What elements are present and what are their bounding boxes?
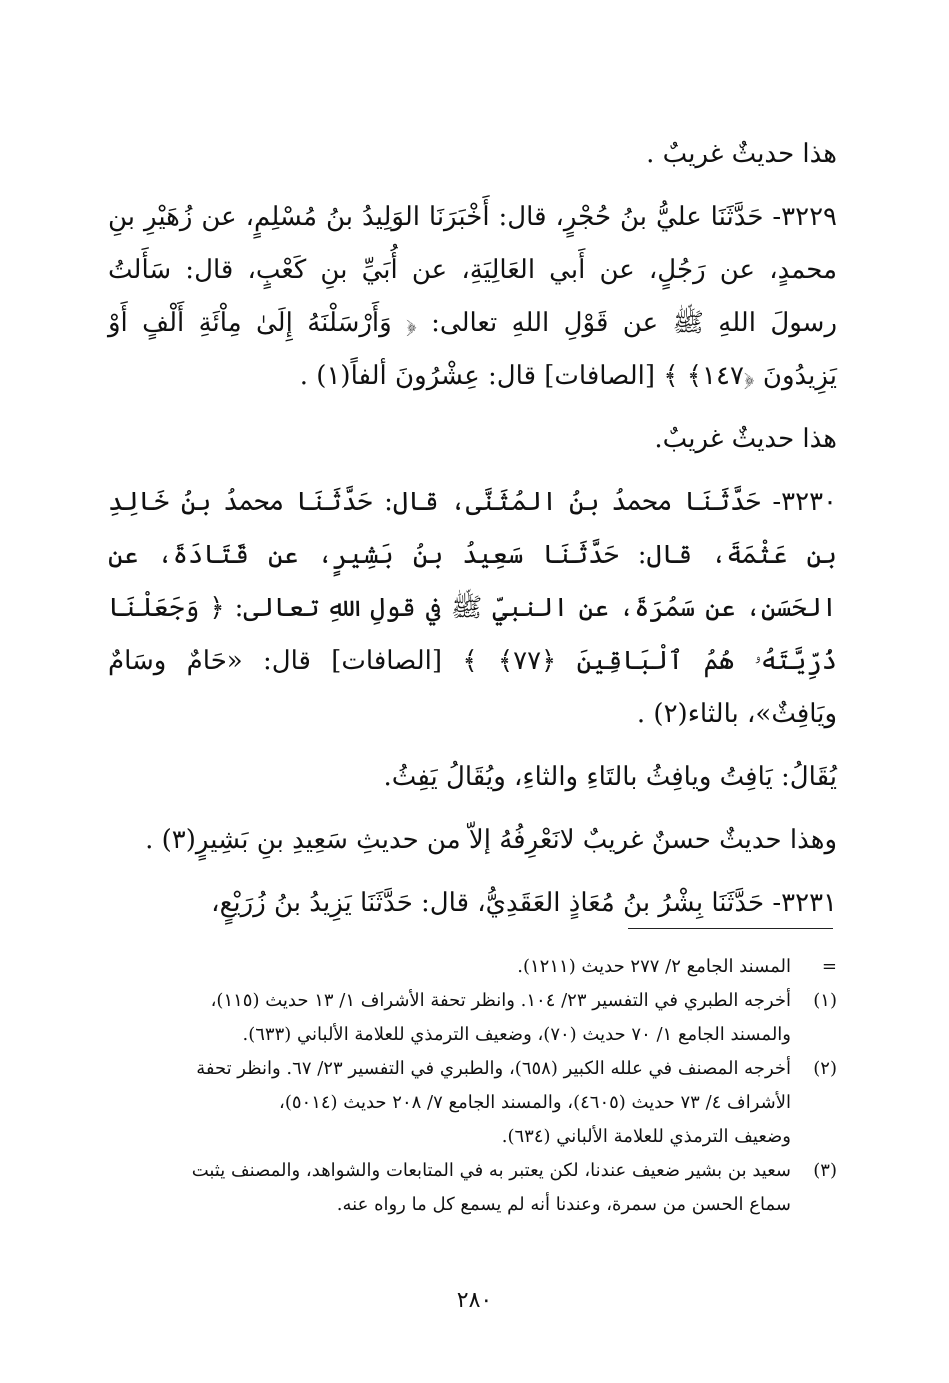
footnote-marker: = (821, 956, 837, 977)
footnote-text (112, 950, 791, 984)
footnote-marker: (١) (813, 990, 837, 1011)
main-text (108, 128, 837, 930)
footnote-text (112, 1154, 791, 1222)
footnote-line: سعيد بن بشير ضعيف عندنا، لكن يعتبر به في المتابعات والشواهد، والمصنف يثبت (191, 1160, 791, 1181)
footnote-1 (112, 984, 837, 1052)
hadith-3231: ٣٢٣١- حَدَّثَنَا بِشْرُ بنُ مُعَاذٍ العَقَدِيُّ، قال: حَدَّثَنَا يَزِيدُ بنُ زُرَيْعٍ، (211, 888, 837, 918)
footnote-text (112, 984, 791, 1052)
footnote-continuation (112, 950, 837, 984)
remark-gharib-1: هذا حديثٌ غريبٌ . (646, 139, 837, 169)
footnote-line: أخرجه المصنف في علله الكبير (٦٥٨)، والطبري في التفسير ٢٣/ ٦٧. وانظر تحفة (196, 1058, 791, 1079)
footnote-line: المسند الجامع ٢/ ٢٧٧ حديث (١٢١١). (517, 956, 791, 977)
remark-gharib-2: هذا حديثٌ غريبٌ. (654, 424, 837, 454)
footnote-line: سماع الحسن من سمرة، وعندنا أنه لم يسمع كل ما رواه عنه. (336, 1194, 791, 1215)
footnotes (112, 950, 837, 1222)
footnote-line: وضعيف الترمذي للعلامة الألباني (٦٣٤). (501, 1126, 791, 1147)
page-number: ٢٨٠ (456, 1288, 493, 1313)
remark-hasan-gharib: وهذا حديثٌ حسنٌ غريبٌ لانَعْرِفُهُ إلاّ من حديثِ سَعِيدِ بنِ بَشِيرٍ(٣) . (145, 825, 837, 855)
footnote-line: الأشراف ٤/ ٧٣ حديث (٤٦٠٥)، والمسند الجامع ٧/ ٢٠٨ حديث (٥٠١٤)، (279, 1092, 791, 1113)
remark-yafith: يُقَالُ: يَافِتُ ويافِثُ بالتَاءِ والثاءِ، ويُقَالُ يَفِثُ. (383, 762, 837, 792)
hadith-3230: ٣٢٣٠- حَدَّثَنَا محمدُ بنُ المُثَنَّى، قال: حَدَّثَنَا محمدُ بنُ خَالِدِ بنِ عَثْمَةَ، قال: حَدَّثَنَا سَعِيدُ بنُ بَشِيرٍ، عن قَتَادَةَ، عن الحَسَنِ، عن سَمُرَةَ، عن النبيِّ ﷺ في قولِ اللهِ تعالى: ﴿ وَجَعَلْنَا ذُرِّيَّتَهُۥ هُمُ ٱلْبَاقِينَ ﴿٧٧﴾ ﴾ [الصافات] قال: «حَامٌ وسَامٌ ويَافِثٌ»، بالثاء(٢) . (108, 487, 837, 729)
footnote-line: أخرجه الطبري في التفسير ٢٣/ ١٠٤. وانظر تحفة الأشراف ١/ ١٣ حديث (١١٥)، (210, 990, 791, 1011)
hadith-3229: ٣٢٢٩- حَدَّثَنَا عليُّ بنُ حُجْرٍ، قال: أَخْبَرَنَا الوَلِيدُ بنُ مُسْلِمٍ، عن زُهَيْرِ بنِ محمدٍ، عن رَجُلٍ، عن أَبي العَالِيَةِ، عن أُبَيِّ بنِ كَعْبٍ، قال: سَأَلتُ رسولَ اللهِ ﷺ عن قَوْلِ اللهِ تعالى: ﴿ وَأَرْسَلْنَهُ إِلَىٰ مِاْئَةِ أَلْفٍ أَوْ يَزِيدُونَ ﴿١٤٧﴾ ﴾ [الصافات] قال: عِشْرُونَ ألفاً(١) . (108, 202, 837, 391)
footnote-line: والمسند الجامع ١/ ٧٠ حديث (٧٠)، وضعيف الترمذي للعلامة الألباني (٦٣٣). (242, 1024, 791, 1045)
footnote-text (112, 1052, 791, 1154)
footnote-marker: (٢) (813, 1058, 837, 1079)
footnote-2 (112, 1052, 837, 1154)
footnote-marker: (٣) (813, 1160, 837, 1181)
footnote-separator (628, 928, 833, 929)
footnote-3 (112, 1154, 837, 1222)
